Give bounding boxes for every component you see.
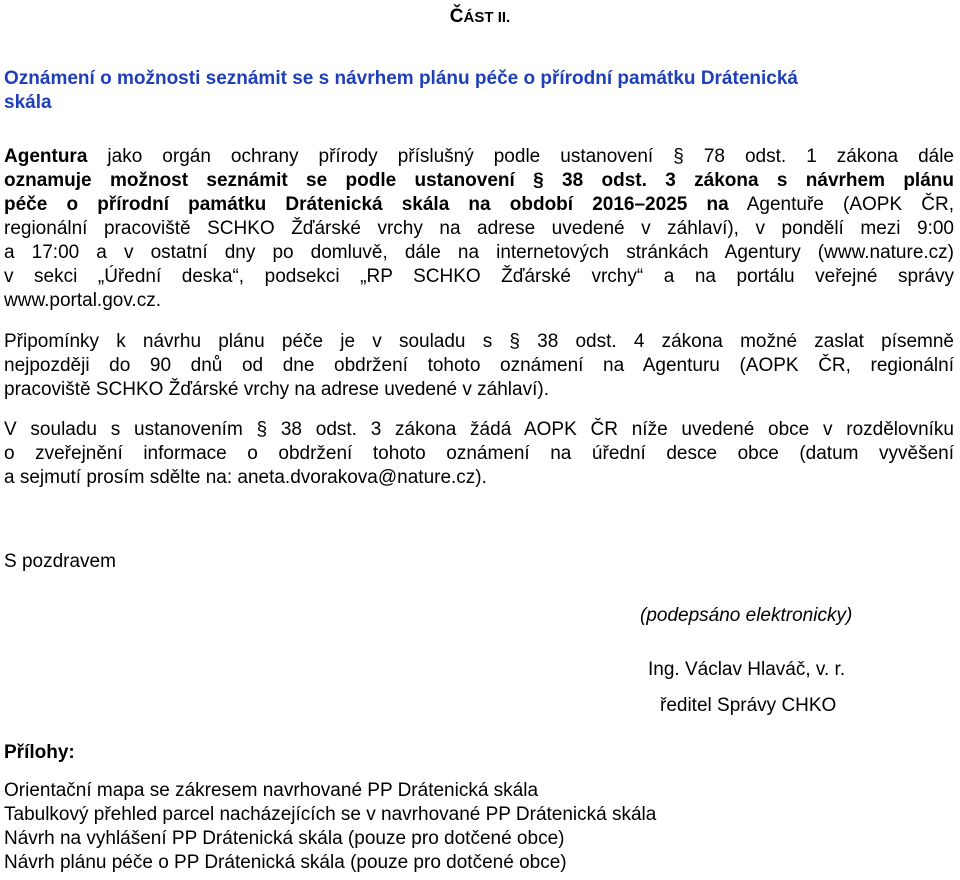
para1-line-3 <box>4 193 954 217</box>
para1-line-2: oznamuje možnost seznámit se podle ustanovení § 38 odst. 3 zákona s návrhem plánu <box>4 170 954 191</box>
para1-line-3-text: Agentuře (AOPK ČR, <box>728 194 955 215</box>
agency-label: Agentura <box>4 146 88 167</box>
para2-line-1: Připomínky k návrhu plánu péče je v souladu s § 38 odst. 4 zákona možné zaslat písemně <box>4 331 954 352</box>
part-heading-initial: Č <box>449 6 464 27</box>
para3-line-1: V souladu s ustanovením § 38 odst. 3 zákona žádá AOPK ČR níže uvedené obce v rozdělovníku <box>4 419 954 440</box>
para1-line-4: regionální pracoviště SCHKO Žďárské vrchy na adrese uvedené v záhlaví), v pondělí mezi 9:00 <box>4 218 954 239</box>
attachment-item: Návrh na vyhlášení PP Drátenická skála (pouze pro dotčené obce) <box>4 828 565 849</box>
plan-period-text: péče o přírodní památku Drátenická skála na období 2016–2025 na <box>4 194 729 215</box>
para1-line-1-text: jako orgán ochrany přírody příslušný podle ustanovení § 78 odst. 1 zákona dále <box>87 146 954 167</box>
signatory-role: ředitel Správy CHKO <box>660 695 837 716</box>
para1-line-5: a 17:00 a v ostatní dny po domluvě, dále na internetových stránkách Agentury (www.nature.cz) <box>4 242 954 263</box>
signatory-name: Ing. Václav Hlaváč, v. r. <box>648 659 846 680</box>
attachment-item: Orientační mapa se zákresem navrhované PP Drátenická skála <box>4 780 539 801</box>
para1-line-1 <box>4 145 954 169</box>
signed-note: (podepsáno elektronicky) <box>640 605 853 626</box>
part-heading <box>0 4 960 31</box>
para3-line-3: a sejmutí prosím sdělte na: aneta.dvorakova@nature.cz). <box>4 467 487 488</box>
para1-line-6: v sekci „Úřední deska“, podsekci „RP SCHKO Žďárské vrchy“ a na portálu veřejné správy <box>4 266 954 287</box>
notice-title-line-1: Oznámení o možnosti seznámit se s návrhem plánu péče o přírodní památku Drátenická <box>4 68 798 89</box>
part-heading-rest: ÁST II. <box>463 9 511 26</box>
attachment-item: Tabulkový přehled parcel nacházejících se v navrhované PP Drátenická skála <box>4 804 657 825</box>
greeting: S pozdravem <box>4 551 116 572</box>
para1-line-7: www.portal.gov.cz. <box>4 290 161 311</box>
attachments-heading: Přílohy: <box>4 742 75 763</box>
para3-line-2: o zveřejnění informace o obdržení tohoto oznámení na úřední desce obce (datum vyvěšení <box>4 443 954 464</box>
notice-title-line-2: skála <box>4 92 52 113</box>
attachment-item: Návrh plánu péče o PP Drátenická skála (pouze pro dotčené obce) <box>4 852 567 873</box>
para2-line-2: nejpozději do 90 dnů od dne obdržení tohoto oznámení na Agenturu (AOPK ČR, regionální <box>4 355 954 376</box>
para2-line-3: pracoviště SCHKO Žďárské vrchy na adrese uvedené v záhlaví). <box>4 379 549 400</box>
